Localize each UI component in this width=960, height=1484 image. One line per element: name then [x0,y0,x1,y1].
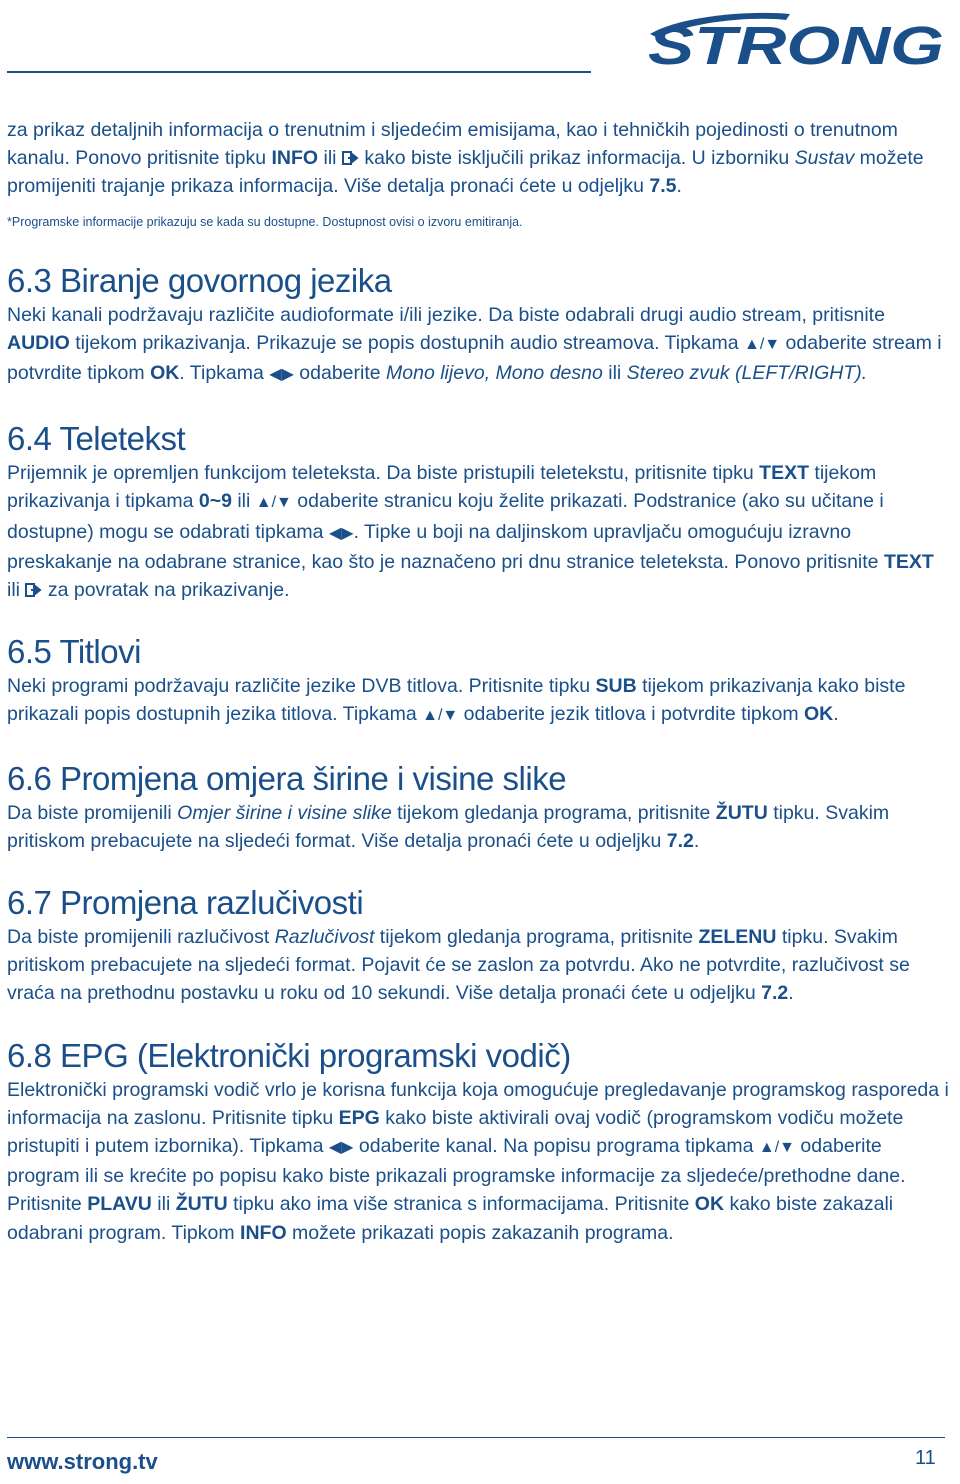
body-text: . Tipkama [179,362,270,385]
key-sub: SUB [595,675,637,698]
intro-text: . [676,175,682,198]
body-text: . [788,982,794,1005]
strong-logo [640,8,950,70]
intro-block [7,116,952,231]
intro-paragraph [7,116,952,201]
arrow-up-down-icon: ▲/▼ [744,335,781,353]
body-text: Neki programi podržavaju različite jezike DVB titlova. Pritisnite tipku [7,675,596,698]
key-digits: 0~9 [198,490,232,513]
logo-text: STRONG [648,16,944,70]
section-title: 6.7 Promjena razlučivosti [7,884,364,922]
body-text: tipku. Svakim pritiskom prebacujete na sljedeći format. Pojavit će se zaslon za potvrdu. Ako ne potvrdite, razlučivost se vraća na prethodnu postavku u roku od 10 sekundi. Više detalja pronaći ćete u odjeljku [7,926,910,1005]
section-title: 6.8 EPG (Elektronički programski vodič) [7,1036,571,1074]
section-title: 6.3 Biranje govornog jezika [7,261,392,299]
section-body [7,1076,952,1247]
body-text: . Tipke u boji na daljinskom upravljaču omogućuju izravno preskakanje na odabrane stranice, kao što je naznačeno pri dnu stranice teleteksta. Ponovo pritisnite [7,520,884,573]
section-body [7,799,952,855]
body-text: Da biste promijenili [7,801,178,824]
key-ok: OK [804,703,834,726]
section-ref: 7.2 [666,829,694,852]
exit-icon [342,150,359,166]
section-title: 6.6 Promjena omjera širine i visine slike [7,759,567,797]
key-info: INFO [271,147,319,170]
footer-rule [7,1437,945,1438]
body-text: . [833,703,839,726]
body-text: tipku ako ima više stranica s informacijama. Pritisnite [227,1193,695,1216]
body-text: tijekom prikazivanja i tipkama [7,462,877,513]
section-body [7,459,952,604]
arrow-up-down-icon: ▲/▼ [758,1139,796,1157]
intro-text: kako biste isključili prikaz informacija. U izborniku [358,147,795,170]
option-mono: Mono lijevo, Mono desno [386,362,603,385]
body-text: Da biste promijenili razlučivost [7,926,275,949]
key-audio: AUDIO [7,331,70,354]
body-text: Neki kanali podržavaju različite audioformate i/ili jezike. Da biste odabrali drugi audio stream, pritisnite [7,303,885,326]
section-6-3 [7,261,952,390]
section-6-7 [7,883,952,1008]
section-ref: 7.2 [761,982,789,1005]
body-text: kako biste zakazali odabrani program. Tipkom [7,1193,894,1244]
body-text: ili [231,490,256,513]
body-text: Prijemnik je opremljen funkcijom teleteksta. Da biste pristupili teletekstu, pritisnite tipku [7,462,760,485]
section-body [7,672,952,730]
body-text: tijekom gledanja programa, pritisnite [374,926,699,949]
section-title: 6.4 Teletekst [7,420,186,458]
section-body [7,301,952,390]
exit-icon [25,582,42,598]
key-blue: PLAVU [87,1193,152,1216]
body-text: kako biste aktivirali ovaj vodič (programskom vodiču možete pristupiti i putem izbornika). Tipkama [7,1106,904,1158]
key-yellow: ŽUTU [715,801,768,824]
page-content [7,116,952,1247]
menu-sustav: Sustav [794,147,855,170]
section-6-8 [7,1036,952,1247]
key-text: TEXT [883,550,934,573]
body-text: odaberite [293,362,387,385]
intro-text: ili [318,147,342,170]
menu-omjer: Omjer širine i visine slike [177,801,392,824]
body-text: tijekom prikazivanja kako biste prikazali popis dostupnih jezika titlova. Tipkama [7,675,906,726]
intro-text: za prikaz detaljnih informacija o trenutnim i sljedećim emisijama, kao i tehničkih pojedinosti o trenutnom kanalu. Ponovo pritisnite tipku [7,119,898,170]
body-text: tijekom gledanja programa, pritisnite [391,801,716,824]
body-text: Elektronički programski vodič vrlo je korisna funkcija koja omogućuje pregledavanje programskog rasporeda i informacija na zaslonu. Pritisnite tipku [7,1078,949,1129]
section-body [7,923,952,1008]
body-text: tipku. Svakim pritiskom prebacujete na sljedeći format. Više detalja pronaći ćete u odjeljku [7,801,890,852]
section-6-6 [7,759,952,855]
key-ok: OK [694,1193,725,1216]
key-info: INFO [240,1221,287,1244]
section-title: 6.5 Titlovi [7,633,141,671]
menu-razlucivost: Razlučivost [274,926,375,949]
section-ref: 7.5 [649,175,677,198]
body-text: odaberite program ili se krećite po popisu kako biste prikazali programske informacije za sljedeće/prethodne dane. Pritisnite [7,1135,906,1216]
footnote: *Programske informacije prikazuju se kada su dostupne. Dostupnost ovisi o izvoru emitiranja. [7,214,523,229]
option-stereo: Stereo zvuk (LEFT/RIGHT). [626,362,868,385]
arrow-left-right-icon: ◀▶ [328,1139,354,1157]
intro-text: možete promijeniti trajanje prikaza informacija. Više detalja pronaći ćete u odjeljku [7,147,924,198]
body-text: odaberite stream i potvrdite tipkom [7,331,942,385]
page-number: 11 [915,1447,936,1469]
key-green: ZELENU [698,926,777,949]
section-6-5 [7,632,952,730]
body-text: tijekom prikazivanja. Prikazuje se popis dostupnih audio streamova. Tipkama [69,331,745,354]
arrow-left-right-icon: ◀▶ [269,366,294,384]
body-text: ili [7,579,26,602]
key-text: TEXT [759,462,809,485]
footer-url[interactable]: www.strong.tv [7,1449,158,1474]
body-text: za povratak na prikazivanje. [42,579,290,602]
arrow-left-right-icon: ◀▶ [328,524,354,542]
key-epg: EPG [338,1106,380,1129]
header-rule [7,71,591,73]
body-text: možete prikazati popis zakazanih programa. [286,1221,674,1244]
body-text: odaberite jezik titlova i potvrdite tipkom [458,703,805,726]
arrow-up-down-icon: ▲/▼ [255,494,292,512]
section-6-4 [7,419,952,604]
body-text: odaberite stranicu koju želite prikazati. Podstranice (ako su učitane i dostupne) mogu se odabrati tipkama [7,490,884,543]
body-text: ili [151,1193,176,1216]
key-ok: OK [150,362,180,385]
arrow-up-down-icon: ▲/▼ [422,707,459,725]
body-text: . [693,829,700,852]
body-text: odaberite kanal. Na popisu programa tipkama [353,1135,759,1158]
body-text: ili [602,362,627,385]
key-yellow: ŽUTU [175,1193,228,1216]
